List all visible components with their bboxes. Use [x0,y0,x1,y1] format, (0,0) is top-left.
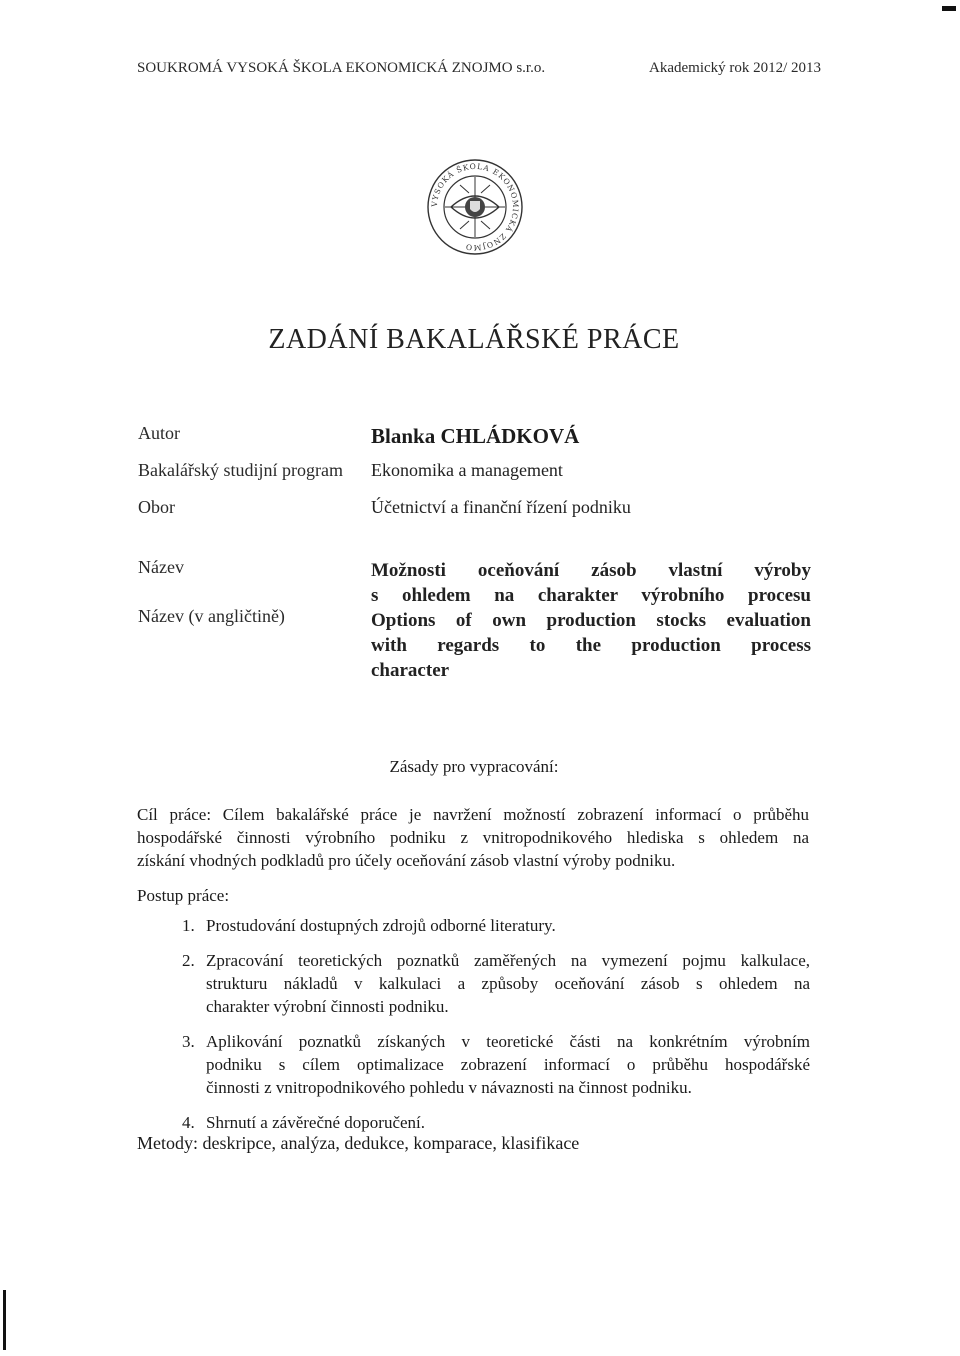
university-seal-icon [425,157,525,257]
author-label: Autor [138,423,180,443]
list-item [160,1030,810,1099]
step-line: charakter výrobní činnosti podniku. [206,997,449,1016]
program-value: Ekonomika a management [371,460,563,480]
program-label: Bakalářský studijní program [138,460,343,480]
thesis-title-en-line: Options of own production stocks evaluation [371,610,811,631]
field-value: Účetnictví a finanční řízení podniku [371,497,631,517]
scan-mark [942,6,956,11]
author-value: Blanka CHLÁDKOVÁ [371,424,580,448]
procedure-steps [160,914,810,1146]
step-line: podniku s cílem optimalizace zobrazení informací o průběhu hospodářské [206,1055,810,1074]
thesis-title-en-line: character [371,660,450,681]
step-line: Zpracování teoretických poznatků zaměřených na vymezení pojmu kalkulace, [206,951,810,970]
step-number: 4. [182,1113,195,1132]
step-number: 2. [182,951,195,970]
thesis-title-en-line: with regards to the production process [371,635,811,656]
school-name: SOUKROMÁ VYSOKÁ ŠKOLA EKONOMICKÁ ZNOJMO s.r.o. [137,60,546,76]
thesis-name-label: Název [138,557,184,577]
step-line: Aplikování poznatků získaných v teoretické části na konkrétním výrobním [206,1032,810,1051]
step-number: 3. [182,1032,195,1051]
thesis-title [371,558,811,683]
aim-line: získání vhodných podkladů pro účely oceňování zásob vlastní výroby podniku. [137,851,676,870]
thesis-name-en-label: Název (v angličtině) [138,606,285,626]
step-line: strukturu nákladů v kalkulaci a způsoby oceňování zásob s ohledem na [206,974,810,993]
page-title: ZADÁNÍ BAKALÁŘSKÉ PRÁCE [268,324,680,355]
step-number: 1. [182,916,195,935]
step-line: Shrnutí a závěrečné doporučení. [206,1113,426,1132]
list-item [160,1111,810,1134]
seal-lettering: VYSOKÁ ŠKOLA EKONOMICKÁ ZNOJMO [429,161,521,253]
aim-paragraph [137,803,809,872]
scan-mark [3,1290,6,1350]
list-item [160,914,810,937]
step-line: Prostudování dostupných zdrojů odborné literatury. [206,916,556,935]
aim-line: hospodářské činnosti výrobního podniku z vnitropodnikového hlediska s ohledem na [137,828,809,847]
thesis-title-cz-line: Možnosti oceňování zásob vlastní výroby [371,560,811,581]
rules-heading: Zásady pro vypracování: [389,757,559,776]
methods-line: Metody: deskripce, analýza, dedukce, komparace, klasifikace [137,1133,580,1153]
academic-year: Akademický rok 2012/ 2013 [649,60,822,76]
list-item [160,949,810,1018]
thesis-title-cz-line: s ohledem na charakter výrobního procesu [371,585,811,606]
aim-line: Cíl práce: Cílem bakalářské práce je navržení možností zobrazení informací o průběhu [137,805,809,824]
procedure-label: Postup práce: [137,886,230,905]
field-label: Obor [138,497,175,517]
step-line: činnosti z vnitropodnikového pohledu v návaznosti na činnost podniku. [206,1078,692,1097]
